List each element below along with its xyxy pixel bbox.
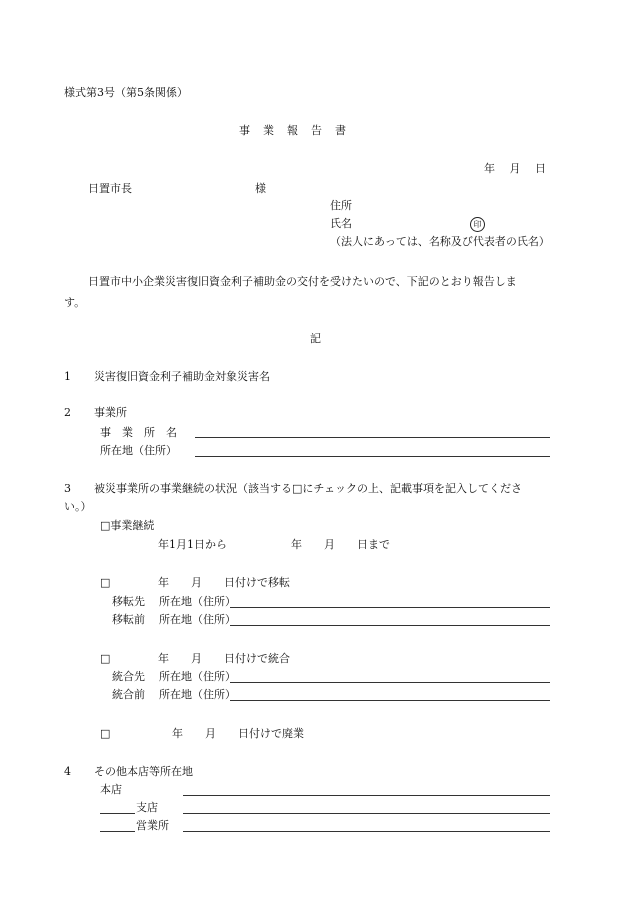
addressee-honorific: 様: [255, 182, 266, 195]
sales-office-field[interactable]: [183, 831, 550, 832]
continue-checkbox[interactable]: □事業継続: [100, 519, 155, 532]
document-title: 事 業 報 告 書: [239, 124, 347, 137]
section3-number: 3: [64, 482, 71, 495]
close-checkbox[interactable]: □: [100, 727, 111, 740]
business-name-field[interactable]: [195, 437, 550, 438]
relocate-prev-field[interactable]: [230, 625, 550, 626]
sales-office-name-blank[interactable]: [100, 831, 135, 832]
relocate-dest-addr-label: 所在地（住所）: [159, 595, 236, 608]
merge-dest-label: 統合先: [112, 670, 145, 683]
head-office-label: 本店: [100, 783, 122, 796]
merge-checkbox[interactable]: □: [100, 652, 111, 665]
merge-prev-addr-label: 所在地（住所）: [159, 688, 236, 701]
relocate-date[interactable]: 年 月 日付けで移転: [158, 576, 290, 589]
ki-heading: 記: [310, 332, 321, 345]
branch-label: 支店: [136, 801, 158, 814]
branch-name-blank[interactable]: [100, 813, 135, 814]
merge-date[interactable]: 年 月 日付けで統合: [158, 652, 290, 665]
merge-prev-label: 統合前: [112, 688, 145, 701]
close-date[interactable]: 年 月 日付けで廃業: [172, 727, 304, 740]
form-number: 様式第3号（第5条関係）: [64, 86, 188, 99]
merge-prev-field[interactable]: [230, 700, 550, 701]
section3-title-line1: 被災事業所の事業継続の状況（該当する□にチェックの上、記載事項を記入してくださ: [94, 482, 523, 495]
section4-title: その他本店等所在地: [94, 765, 193, 778]
merge-dest-field[interactable]: [230, 682, 550, 683]
section2-number: 2: [64, 406, 71, 419]
addressee-mayor: 日置市長: [88, 182, 132, 195]
relocate-dest-field[interactable]: [230, 607, 550, 608]
business-address-field[interactable]: [195, 456, 550, 457]
seal-icon: 印: [470, 217, 485, 232]
relocate-checkbox[interactable]: □: [100, 576, 111, 589]
date-line[interactable]: 年 月 日: [484, 162, 546, 175]
body-text-line1: 日置市中小企業災害復旧資金利子補助金の交付を受けたいので、下記のとおり報告しま: [88, 275, 517, 288]
relocate-prev-label: 移転前: [112, 613, 145, 626]
section4-number: 4: [64, 765, 71, 778]
seal-mark: [470, 217, 485, 232]
business-address-label: 所在地（住所）: [100, 444, 177, 457]
section1-title: 災害復旧資金利子補助金対象災害名: [94, 370, 270, 383]
branch-field[interactable]: [183, 813, 550, 814]
continue-from: 年1月1日から: [158, 538, 227, 551]
section3-title-line2: い。）: [64, 500, 92, 513]
relocate-dest-label: 移転先: [112, 595, 145, 608]
continue-until[interactable]: 年 月 日まで: [291, 538, 390, 551]
applicant-address-label: 住所: [330, 199, 352, 212]
business-name-label: 事 業 所 名: [100, 426, 177, 439]
head-office-field[interactable]: [183, 795, 550, 796]
applicant-name-label: 氏名: [330, 217, 352, 230]
merge-dest-addr-label: 所在地（住所）: [159, 670, 236, 683]
section2-title: 事業所: [94, 406, 127, 419]
sales-office-label: 営業所: [136, 819, 169, 832]
body-text-line2: す。: [64, 296, 86, 309]
relocate-prev-addr-label: 所在地（住所）: [159, 613, 236, 626]
applicant-note: （法人にあっては、名称及び代表者の氏名）: [330, 235, 550, 248]
section1-number: 1: [64, 370, 71, 383]
